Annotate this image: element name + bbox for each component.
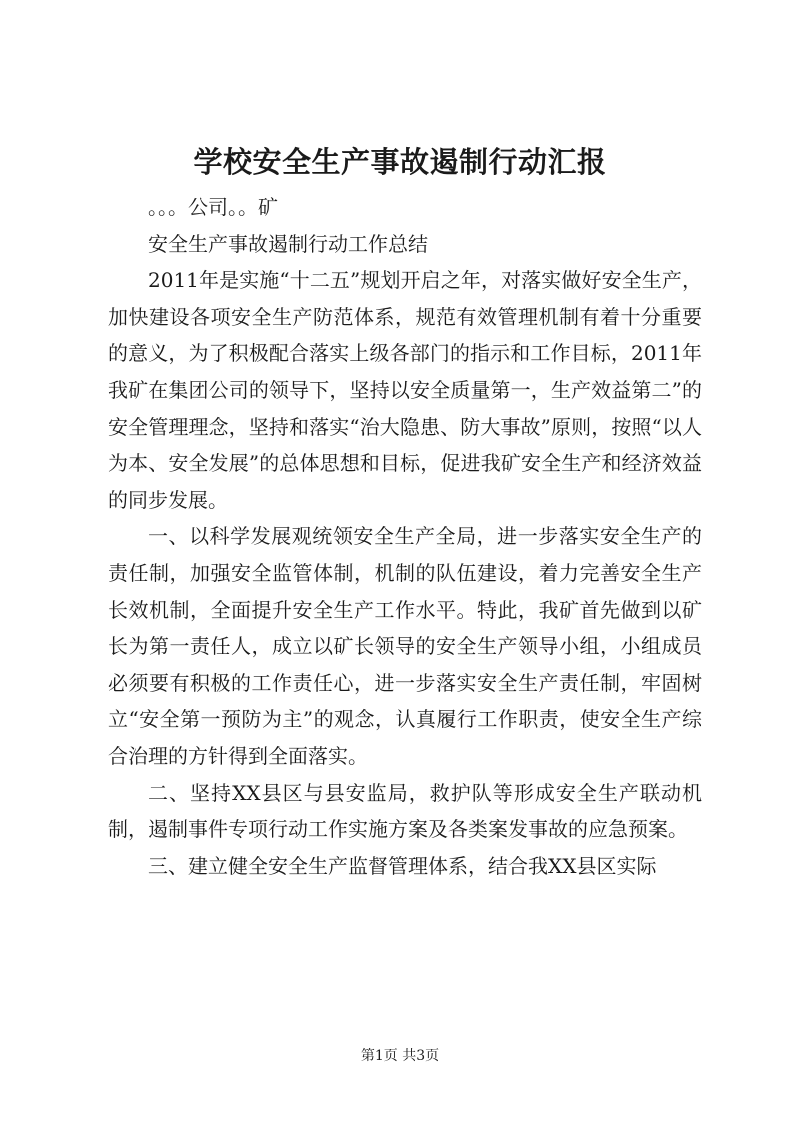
paragraph-section-2: 二、坚持XX县区与县安监局，救护队等形成安全生产联动机制，遏制事件专项行动工作实施方案及各类案发事故的应急预案。 — [108, 780, 702, 842]
paragraph-company: 。。。公司。。矿 — [148, 195, 278, 219]
paragraph-subtitle: 安全生产事故遏制行动工作总结 — [148, 231, 428, 256]
document-body — [108, 189, 702, 884]
paragraph-section-1: 一、以科学发展观统领安全生产全局，进一步落实安全生产的责任制，加强安全监管体制，机制的队伍建设，着力完善安全生产长效机制，全面提升安全生产工作水平。特此，我矿首先做到以矿长为第一责任人，成立以矿长领导的安全生产领导小组，小组成员必须要有积极的工作责任心，进一步落实安全生产责任制，牢固树立“安全第一预防为主”的观念，认真履行工作职责，使安全生产综合治理的方针得到全面落实。 — [108, 524, 702, 768]
document-title: 学校安全生产事故遏制行动汇报 — [193, 145, 607, 179]
paragraph-section-3: 三、建立健全安全生产监督管理体系，结合我XX县区实际 — [148, 853, 657, 878]
page-footer: 第1页 共3页 — [360, 1048, 440, 1064]
paragraph-intro: 2011年是实施“十二五”规划开启之年，对落实做好安全生产，加快建设各项安全生产防范体系，规范有效管理机制有着十分重要的意义，为了积极配合落实上级各部门的指示和工作目标，2011年我矿在集团公司的领导下，坚持以安全质量第一，生产效益第二”的安全管理理念，坚持和落实“治大隐患、防大事故”原则，按照“以人为本、安全发展”的总体思想和目标，促进我矿安全生产和经济效益的同步发展。 — [108, 268, 702, 512]
